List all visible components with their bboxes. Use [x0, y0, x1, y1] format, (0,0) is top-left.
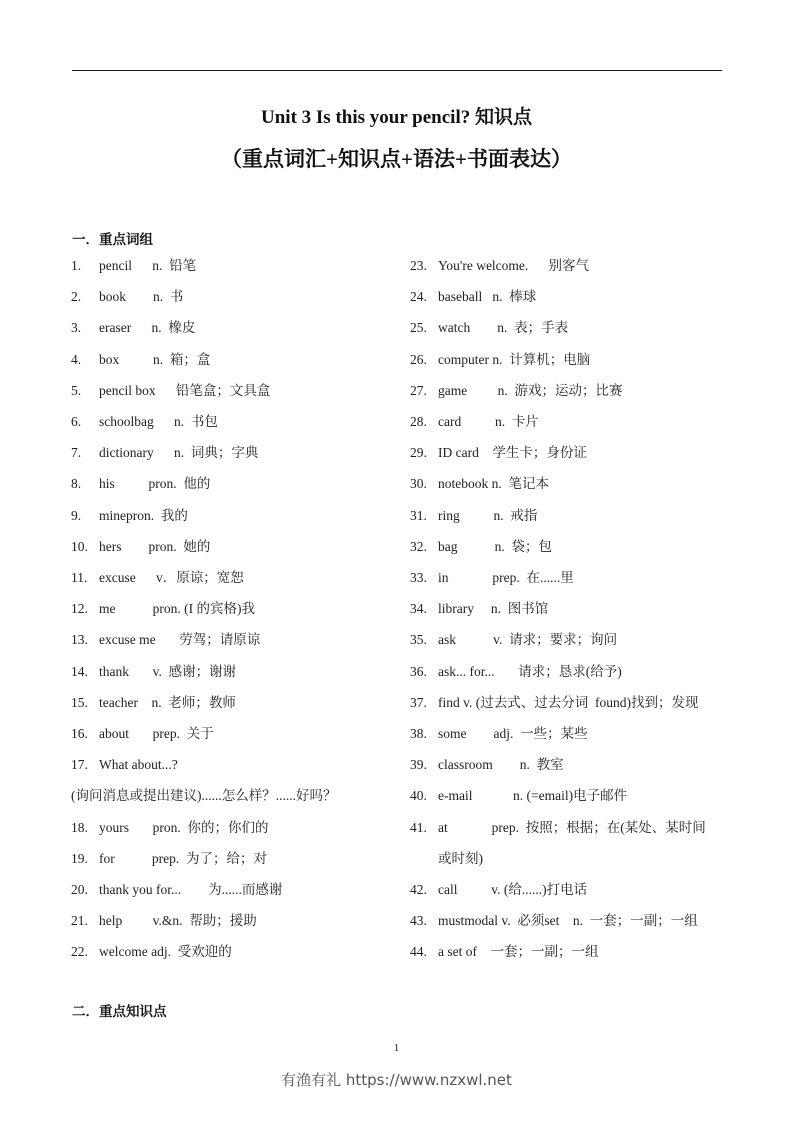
- vocab-number: 26.: [410, 351, 427, 367]
- vocab-number: 19.: [71, 850, 88, 866]
- vocab-number: 29.: [410, 445, 427, 461]
- vocab-text: help v.&n. 帮助；援助: [99, 913, 257, 929]
- vocab-text: book n. 书: [99, 289, 184, 305]
- vocab-text: What about...?: [99, 757, 178, 773]
- vocab-text: excuse v．原谅；宽恕: [99, 570, 244, 585]
- vocab-number: 18.: [71, 819, 88, 835]
- footer-watermark: 有渔有礼 https://www.nzxwl.net: [281, 1071, 512, 1089]
- vocab-number: 1.: [71, 258, 82, 273]
- vocab-text: about prep. 关于: [99, 726, 214, 741]
- vocab-text: excuse me 劳驾；请原谅: [99, 632, 261, 648]
- vocab-text: welcome adj. 受欢迎的: [99, 944, 232, 960]
- vocab-number: 25.: [410, 320, 427, 336]
- vocab-text: his pron. 他的: [99, 476, 211, 492]
- document-subtitle: （重点词汇+知识点+语法+书面表达）: [221, 147, 572, 171]
- vocab-text: for prep. 为了；给；对: [99, 850, 267, 866]
- vocab-text: minepron. 我的: [99, 507, 188, 523]
- vocab-text: pencil box 铅笔盒；文具盒: [99, 382, 271, 398]
- vocab-number: 44.: [410, 944, 427, 960]
- vocab-number: 9.: [71, 507, 82, 523]
- document-title: Unit 3 Is this your pencil? 知识点: [261, 107, 532, 128]
- vocab-number: 34.: [410, 601, 427, 617]
- vocab-number: 32.: [410, 538, 427, 554]
- vocab-text: yours pron. 你的；你们的: [99, 819, 269, 835]
- vocab-number: 21.: [71, 913, 88, 929]
- vocab-number: 2.: [71, 289, 82, 305]
- vocab-number: 24.: [410, 289, 427, 305]
- vocab-number: 7.: [71, 445, 82, 461]
- vocab-text: baseball n. 棒球: [438, 289, 537, 305]
- vocab-number: 33.: [410, 570, 427, 585]
- vocab-number: 10.: [71, 538, 88, 554]
- vocab-text: notebook n. 笔记本: [438, 476, 549, 492]
- vocab-number: 37.: [410, 694, 427, 710]
- vocab-text: You're welcome. 别客气: [438, 258, 590, 273]
- vocab-number: 12.: [71, 601, 88, 617]
- vocab-text: e-mail n. (=email)电子邮件: [438, 788, 628, 804]
- vocab-number: 11.: [71, 570, 88, 585]
- vocab-text: in prep. 在......里: [438, 570, 574, 585]
- vocab-text: find v. (过去式、过去分词 found)找到；发现: [438, 694, 699, 710]
- vocab-number: 42.: [410, 882, 427, 897]
- vocab-number: 31.: [410, 507, 427, 523]
- vocab-text: classroom n. 教室: [438, 757, 564, 773]
- vocab-number: 17.: [71, 757, 88, 773]
- vocab-text: ring n. 戒指: [438, 507, 538, 523]
- section-heading-vocabulary: 一．重点词组: [72, 232, 153, 248]
- page-number: 1: [393, 1042, 400, 1054]
- vocab-text: hers pron. 她的: [99, 538, 211, 554]
- vocab-text: schoolbag n. 书包: [99, 414, 218, 429]
- vocab-number: 15.: [71, 694, 88, 710]
- vocab-number: 23.: [410, 258, 427, 273]
- vocab-number: 3.: [71, 320, 82, 336]
- vocab-text: thank you for... 为......而感谢: [99, 882, 283, 897]
- vocab-number: 20.: [71, 882, 88, 897]
- vocab-number: 28.: [410, 414, 427, 429]
- vocab-text: computer n. 计算机；电脑: [438, 351, 591, 367]
- vocab-text: library n. 图书馆: [438, 601, 549, 617]
- vocab-text: mustmodal v. 必须set n. 一套；一副；一组: [438, 913, 698, 929]
- vocab-text: me pron. (I 的宾格)我: [99, 601, 255, 617]
- vocab-continuation: (询问消息或提出建议)......怎么样？......好吗？: [71, 788, 337, 804]
- section-heading-knowledge-points: 二．重点知识点: [72, 1004, 167, 1020]
- vocab-number: 27.: [410, 382, 427, 398]
- vocab-number: 41.: [410, 819, 427, 835]
- vocab-text: pencil n. 铅笔: [99, 258, 197, 273]
- vocab-text: dictionary n. 词典；字典: [99, 445, 259, 461]
- vocab-text: a set of 一套；一副；一组: [438, 944, 599, 960]
- vocab-number: 38.: [410, 726, 427, 741]
- vocab-text: call v. (给......)打电话: [438, 882, 588, 897]
- vocab-number: 39.: [410, 757, 427, 773]
- vocab-number: 43.: [410, 913, 427, 929]
- vocab-number: 13.: [71, 632, 88, 648]
- vocab-number: 36.: [410, 663, 427, 679]
- vocab-text: thank v. 感谢；谢谢: [99, 663, 237, 679]
- vocab-number: 30.: [410, 476, 427, 492]
- vocab-text: at prep. 按照；根据；在(某处、某时间: [438, 819, 706, 835]
- vocab-text: bag n. 袋；包: [438, 538, 552, 554]
- vocab-number: 4.: [71, 351, 82, 367]
- vocab-text: box n. 箱；盒: [99, 351, 211, 367]
- vocab-text: watch n. 表；手表: [438, 320, 569, 336]
- vocab-text: card n. 卡片: [438, 414, 539, 429]
- vocab-text: game n. 游戏；运动；比赛: [438, 382, 623, 398]
- vocab-continuation: 或时刻): [438, 850, 483, 866]
- vocab-text: ask... for... 请求；恳求(给予): [438, 663, 622, 679]
- vocab-number: 5.: [71, 382, 82, 398]
- vocab-number: 14.: [71, 663, 88, 679]
- vocab-number: 22.: [71, 944, 88, 960]
- vocab-text: ask v. 请求；要求；询问: [438, 632, 618, 648]
- vocab-text: some adj. 一些；某些: [438, 726, 588, 741]
- vocab-number: 35.: [410, 632, 427, 648]
- header-rule: [72, 70, 722, 71]
- vocab-text: eraser n. 橡皮: [99, 320, 196, 336]
- vocab-number: 16.: [71, 726, 88, 741]
- vocab-number: 6.: [71, 414, 82, 429]
- vocab-text: ID card 学生卡；身份证: [438, 445, 587, 461]
- vocab-number: 40.: [410, 788, 427, 804]
- vocab-number: 8.: [71, 476, 82, 492]
- vocab-text: teacher n. 老师；教师: [99, 694, 236, 710]
